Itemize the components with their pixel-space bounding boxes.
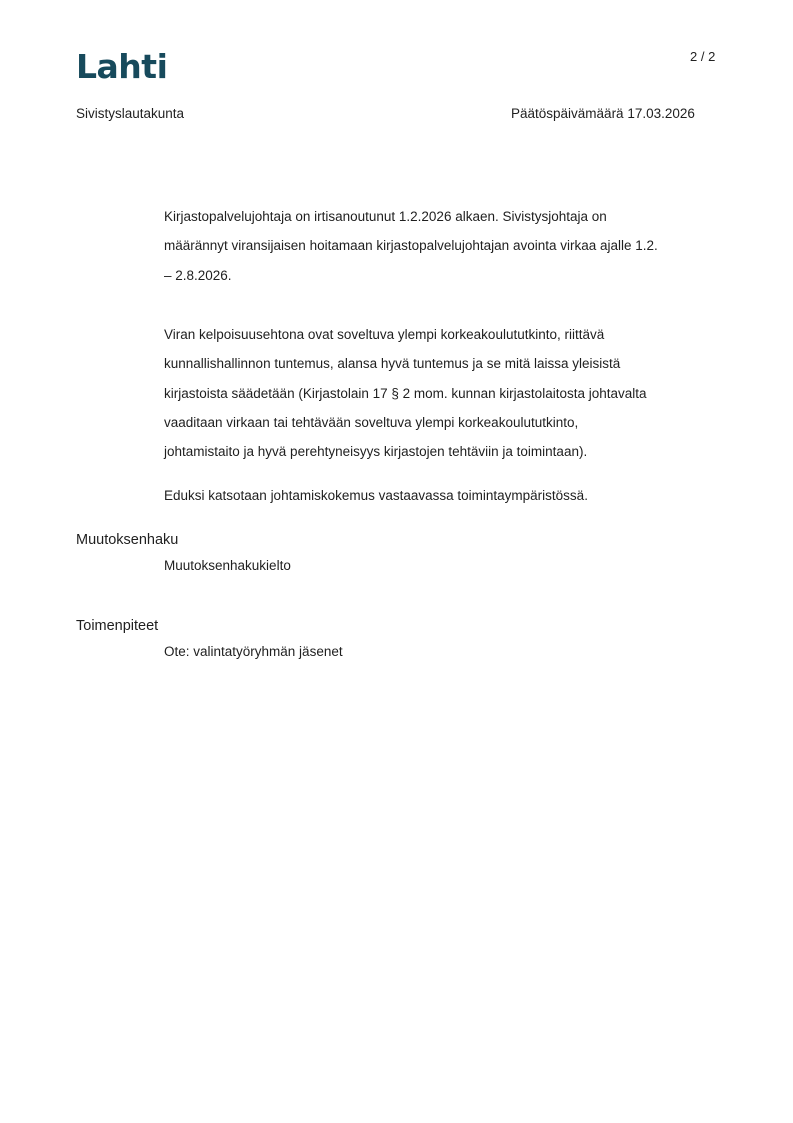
organization-name: Sivistyslautakunta <box>76 106 185 121</box>
paragraph-line: johtamistaito ja hyvä perehtyneisyys kirjastojen tehtäviin ja toimintaan). <box>164 444 588 460</box>
paragraph-line: – 2.8.2026. <box>164 267 232 283</box>
paragraph-advantage <box>164 481 724 510</box>
section-value-muutoksenhaku: Muutoksenhakukielto <box>164 558 291 573</box>
paragraph-resignation <box>164 202 724 290</box>
section-heading-toimenpiteet: Toimenpiteet <box>76 618 159 634</box>
paragraph-line: Eduksi katsotaan johtamiskokemus vastaavassa toimintaympäristössä. <box>164 488 588 503</box>
decision-date: Päätöspäivämäärä 17.03.2026 <box>511 106 695 121</box>
lahti-logo <box>76 48 168 82</box>
logo-text: Lahti <box>76 48 168 82</box>
paragraph-line: Viran kelpoisuusehtona ovat soveltuva ylempi korkeakoulututkinto, riittävä <box>164 327 605 342</box>
paragraph-qualifications <box>164 320 724 466</box>
section-value-toimenpiteet: Ote: valintatyöryhmän jäsenet <box>164 644 343 659</box>
page-number: 2 / 2 <box>690 49 716 64</box>
section-heading-muutoksenhaku: Muutoksenhaku <box>76 532 179 548</box>
paragraph-line: kunnallishallinnon tuntemus, alansa hyvä tuntemus ja se mitä laissa yleisistä <box>164 356 621 372</box>
paragraph-line: määrännyt viransijaisen hoitamaan kirjastopalvelujohtajan avointa virkaa ajalle 1.2. <box>164 238 658 254</box>
paragraph-line: vaaditaan virkaan tai tehtävään soveltuva ylempi korkeakoulututkinto, <box>164 414 579 430</box>
paragraph-line: kirjastoista säädetään (Kirjastolain 17 § 2 mom. kunnan kirjastolaitosta johtavalta <box>164 385 647 401</box>
paragraph-line: Kirjastopalvelujohtaja on irtisanoutunut 1.2.2026 alkaen. Sivistysjohtaja on <box>164 209 607 224</box>
